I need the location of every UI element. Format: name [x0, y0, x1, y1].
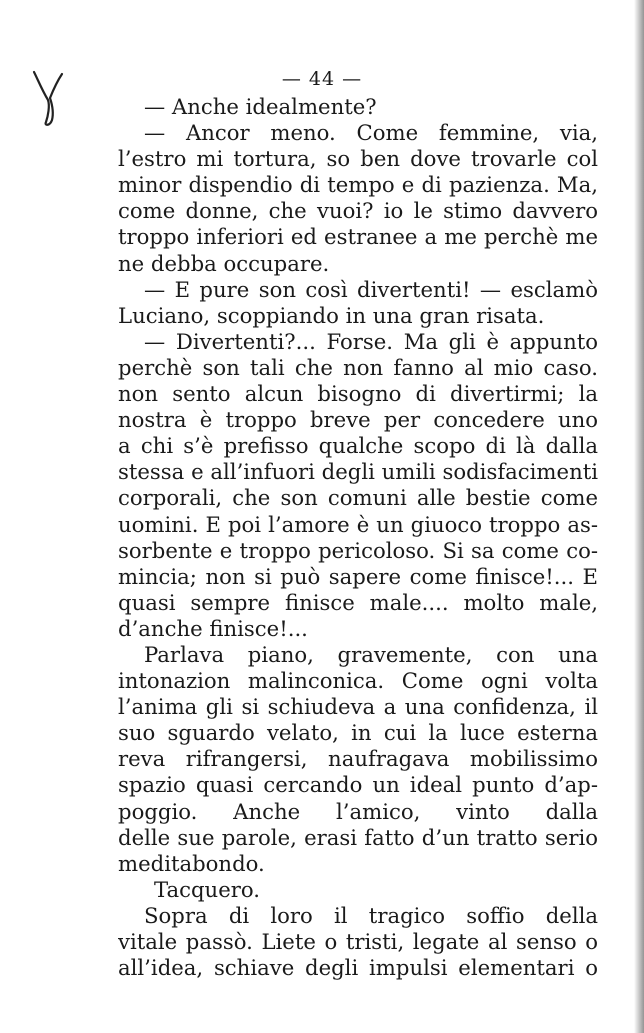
text-line: vitale passò. Liete o tristi, legate al senso o [118, 929, 598, 954]
text-line: sorbente e troppo pericoloso. Si sa come co- [118, 537, 598, 563]
text-line: meditabondo. [118, 850, 265, 876]
text-line: Sopra di loro il tragico soffio della [144, 902, 598, 928]
text-line: delle sue parole, erasi fatto d’un tratto serio [118, 824, 598, 850]
text-line: reva rifrangersi, naufragava mobilissimo [118, 746, 598, 772]
text-line: a chi s’è prefisso qualche scopo di là dalla [118, 433, 598, 459]
text-line: non sento alcun bisogno di divertirmi; la [118, 381, 598, 407]
text-line: mincia; non si può sapere come finisce!... E [118, 563, 598, 589]
page-number: — 44 — [281, 68, 363, 90]
page-edge-shadow [634, 0, 644, 1033]
text-line: perchè son tali che non fanno al mio caso. [118, 354, 598, 380]
text-line: Luciano, scoppiando in una gran risata. [118, 302, 545, 328]
text-line: ne debba occupare. [118, 250, 330, 276]
text-line: d’anche finisce!... [118, 615, 308, 641]
text-line: troppo inferiori ed estranee a me perchè me [118, 224, 598, 250]
text-line: — Ancor meno. Come femmine, via, [144, 120, 598, 146]
text-line: Parlava piano, gravemente, con una [144, 641, 598, 667]
text-line: quasi sempre finisce male.... molto male, [118, 589, 598, 615]
text-line: poggio. Anche l’amico, vinto dalla [118, 798, 598, 824]
text-line: Tacquero. [154, 876, 260, 902]
text-line: — Anche idealmente? [144, 94, 377, 119]
text-line: all’idea, schiave degli impulsi elementari o [118, 955, 598, 981]
text-line: intonazion malinconica. Come ogni volta [118, 668, 598, 694]
text-line: stessa e all’infuori degli umili sodisfacimenti [118, 459, 598, 485]
text-line: — E pure son così divertenti! — esclamò [144, 276, 598, 302]
text-line: uomini. E poi l’amore è un giuoco troppo as- [118, 511, 598, 537]
text-line: corporali, che son comuni alle bestie come [118, 485, 598, 511]
text-line: suo sguardo velato, in cui la luce esterna [118, 720, 598, 746]
body-text [118, 94, 598, 981]
text-line: minor dispendio di tempo e di pazienza. Ma, [118, 172, 598, 198]
text-line: come donne, che vuoi? io le stimo davvero [118, 198, 598, 224]
text-line: — Divertenti?... Forse. Ma gli è appunto [144, 328, 598, 354]
text-line: l’estro mi tortura, so ben dove trovarle col [118, 146, 598, 172]
text-line: nostra è troppo breve per concedere uno [118, 407, 598, 433]
text-line: l’anima gli si schiudeva a una confidenza, il [118, 694, 598, 720]
text-line: spazio quasi cercando un ideal punto d’ap- [118, 772, 598, 798]
